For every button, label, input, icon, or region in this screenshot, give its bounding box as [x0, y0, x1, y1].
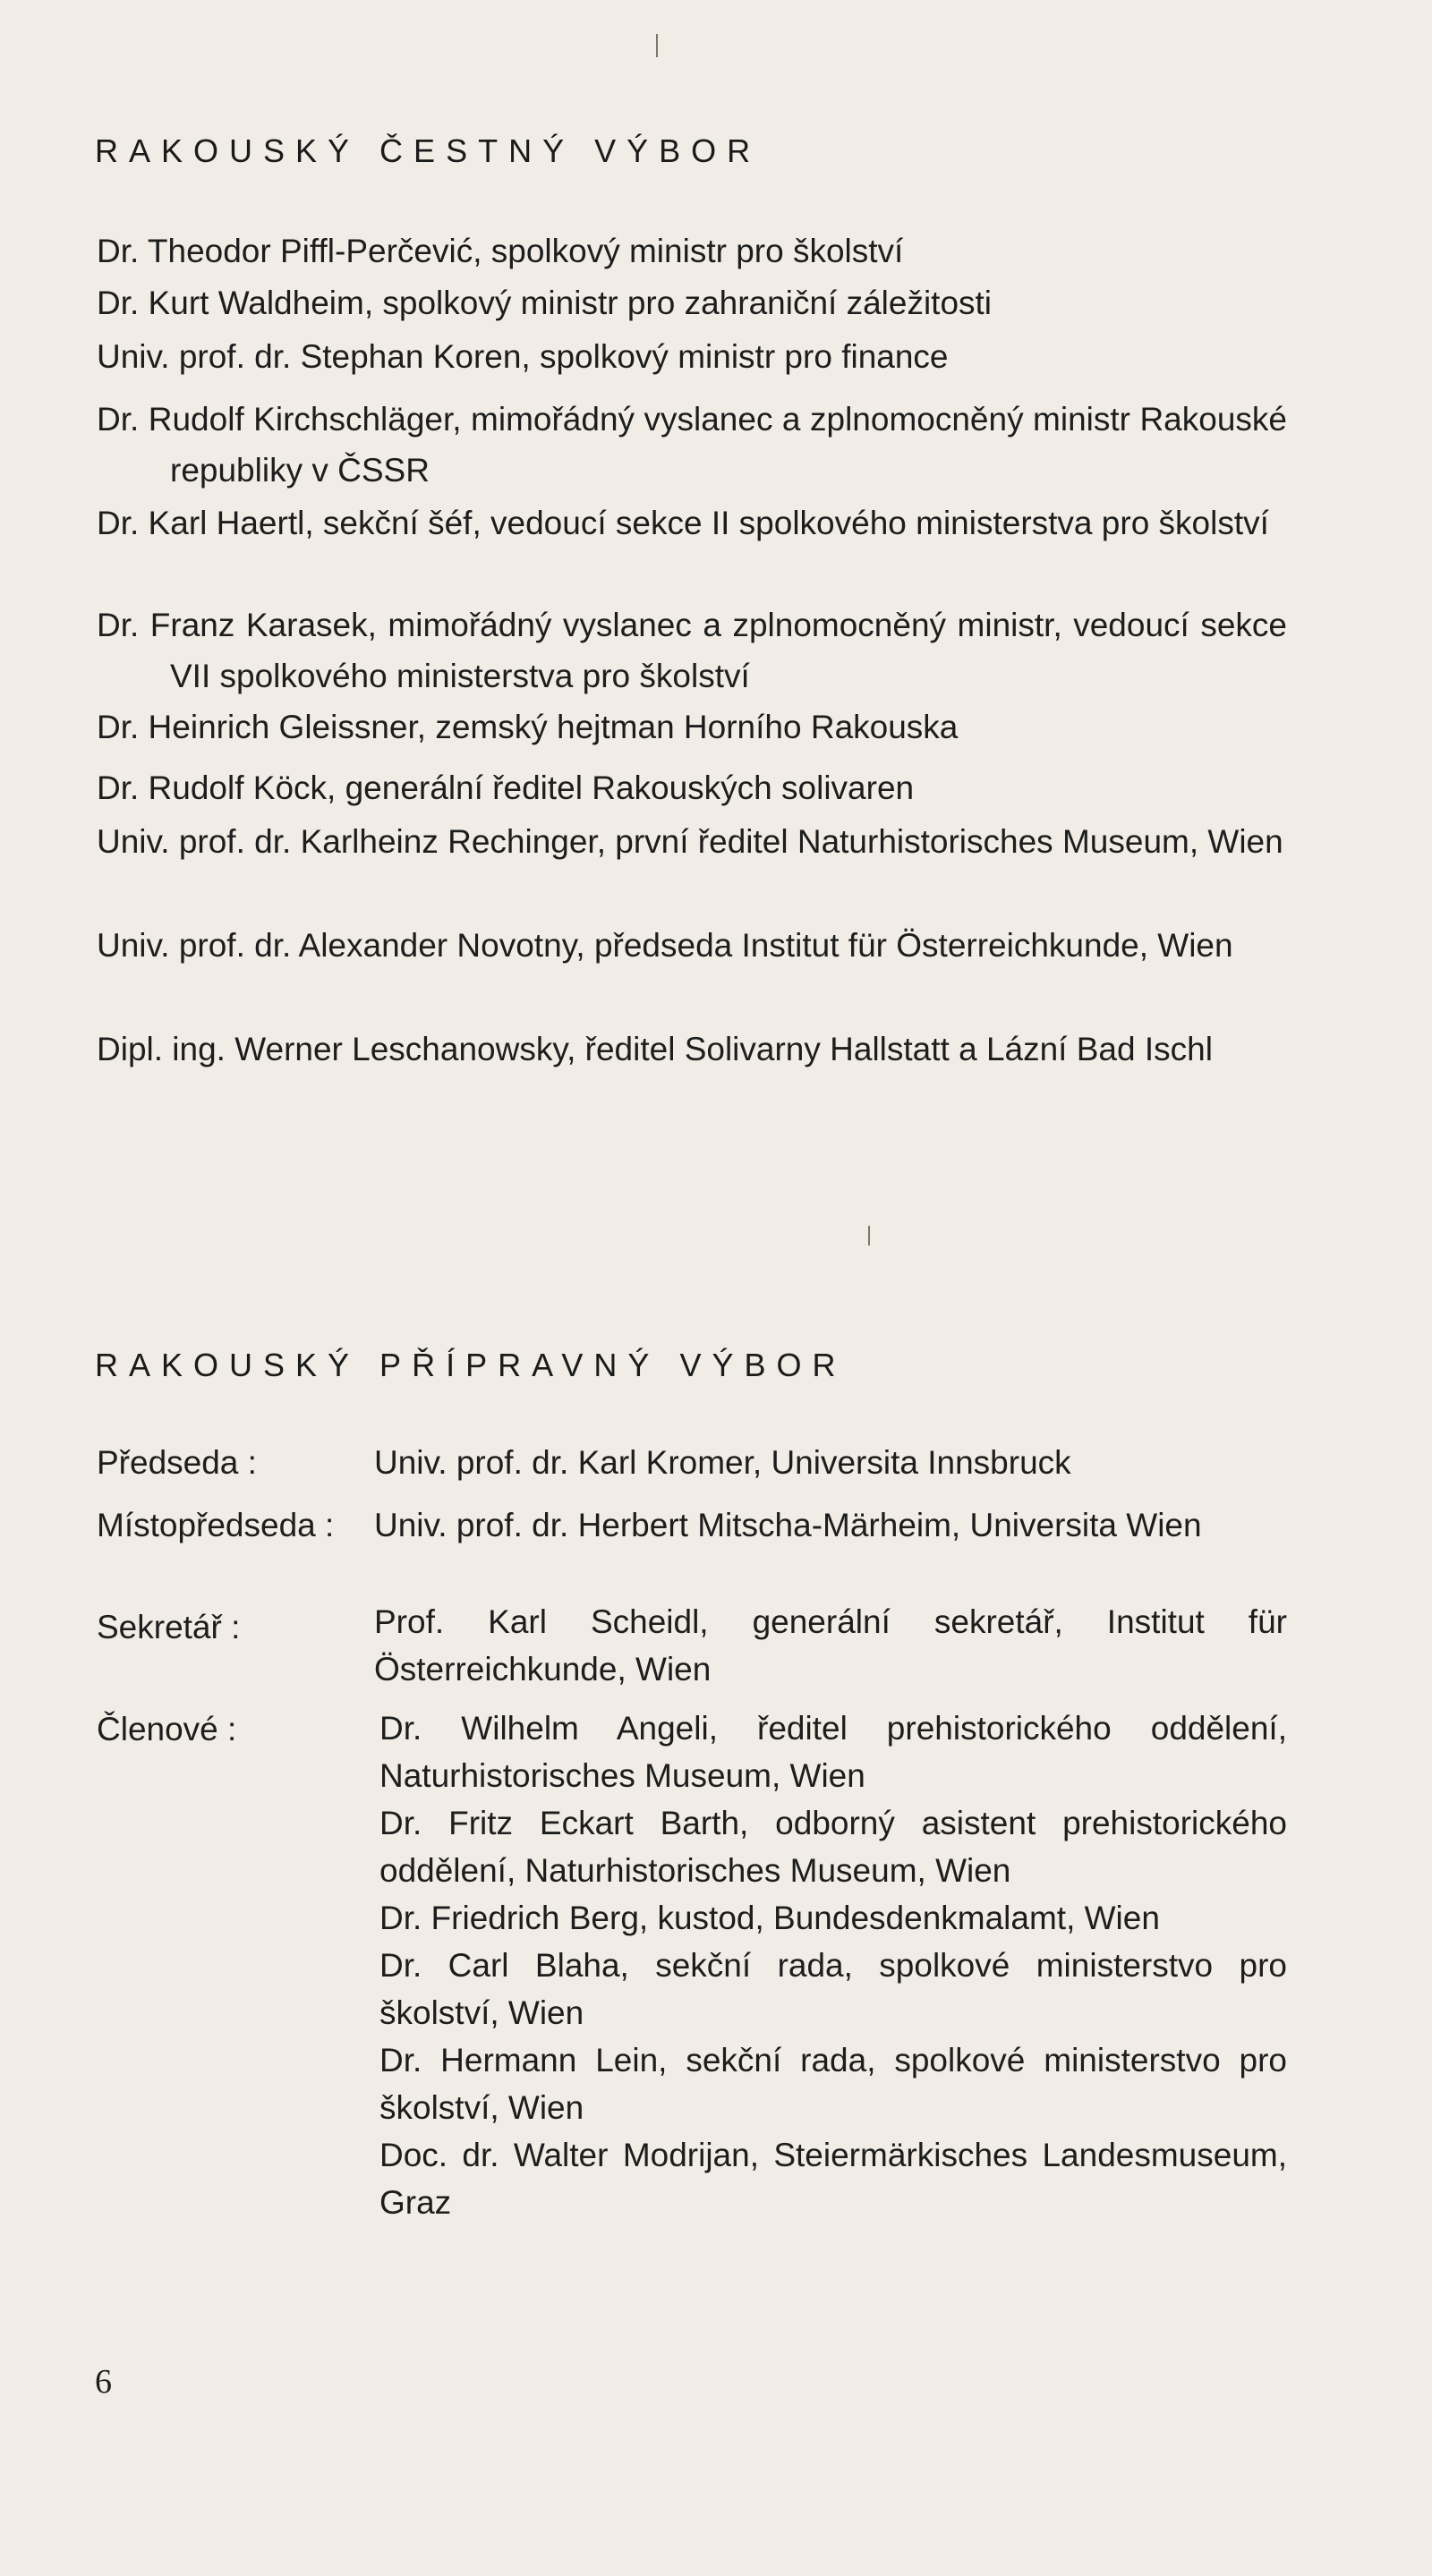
- scan-mark: [656, 34, 658, 57]
- chair-value: Univ. prof. dr. Karl Kromer, Universita Innsbruck: [374, 1444, 1071, 1481]
- page-number: 6: [95, 2363, 112, 2401]
- honorary-member: Dr. Rudolf Köck, generální ředitel Rakouských solivaren: [97, 769, 915, 806]
- honorary-member: Univ. prof. dr. Stephan Koren, spolkový ministr pro finance: [97, 338, 949, 375]
- committee-member: Dr. Carl Blaha, sekční rada, spolkové ministerstvo pro školství, Wien: [379, 1947, 1287, 2031]
- honorary-member: Dipl. ing. Werner Leschanowsky, ředitel Solivarny Hallstatt a Lázní Bad Ischl: [97, 1031, 1213, 1067]
- vice-chair-label: Místopředseda :: [97, 1507, 335, 1543]
- preparatory-committee-heading: RAKOUSKÝ PŘÍPRAVNÝ VÝBOR: [95, 1347, 847, 1383]
- scan-mark: [868, 1226, 870, 1245]
- honorary-member: Dr. Franz Karasek, mimořádný vyslanec a zplnomocněný ministr, vedoucí sekce VII spolkového ministerstva pro školství: [97, 607, 1287, 694]
- honorary-member: Univ. prof. dr. Karlheinz Rechinger, první ředitel Naturhistorisches Museum, Wien: [97, 823, 1283, 860]
- secretary-label: Sekretář :: [97, 1609, 241, 1645]
- secretary-value: Prof. Karl Scheidl, generální sekretář, Institut für Österreichkunde, Wien: [374, 1603, 1287, 1688]
- honorary-member: Dr. Theodor Piffl-Perčević, spolkový ministr pro školství: [97, 233, 904, 269]
- honorary-member: Dr. Kurt Waldheim, spolkový ministr pro zahraniční záležitosti: [97, 285, 993, 321]
- members-list: [379, 1705, 1287, 2226]
- committee-member: Dr. Friedrich Berg, kustod, Bundesdenkmalamt, Wien: [379, 1900, 1160, 1936]
- vice-chair-value: Univ. prof. dr. Herbert Mitscha-Märheim, Universita Wien: [374, 1507, 1202, 1543]
- committee-member: Doc. dr. Walter Modrijan, Steiermärkisches Landesmuseum, Graz: [379, 2137, 1287, 2221]
- honorary-committee-heading: RAKOUSKÝ ČESTNÝ VÝBOR: [95, 132, 762, 169]
- honorary-member: Dr. Karl Haertl, sekční šéf, vedoucí sekce II spolkového ministerstva pro školství: [97, 505, 1269, 541]
- chair-label: Předseda :: [97, 1444, 257, 1481]
- committee-member: Dr. Hermann Lein, sekční rada, spolkové ministerstvo pro školství, Wien: [379, 2042, 1287, 2126]
- members-label: Členové :: [97, 1711, 237, 1747]
- committee-member: Dr. Fritz Eckart Barth, odborný asistent prehistorického oddělení, Naturhistorisches Museum, Wien: [379, 1805, 1287, 1889]
- honorary-member: Dr. Rudolf Kirchschläger, mimořádný vyslanec a zplnomocněný ministr Rakouské republiky v ČSSR: [97, 401, 1287, 489]
- committee-member: Dr. Wilhelm Angeli, ředitel prehistorického oddělení, Naturhistorisches Museum, Wien: [379, 1710, 1287, 1794]
- honorary-member: Univ. prof. dr. Alexander Novotny, předseda Institut für Österreichkunde, Wien: [97, 927, 1233, 964]
- honorary-member: Dr. Heinrich Gleissner, zemský hejtman Horního Rakouska: [97, 709, 959, 745]
